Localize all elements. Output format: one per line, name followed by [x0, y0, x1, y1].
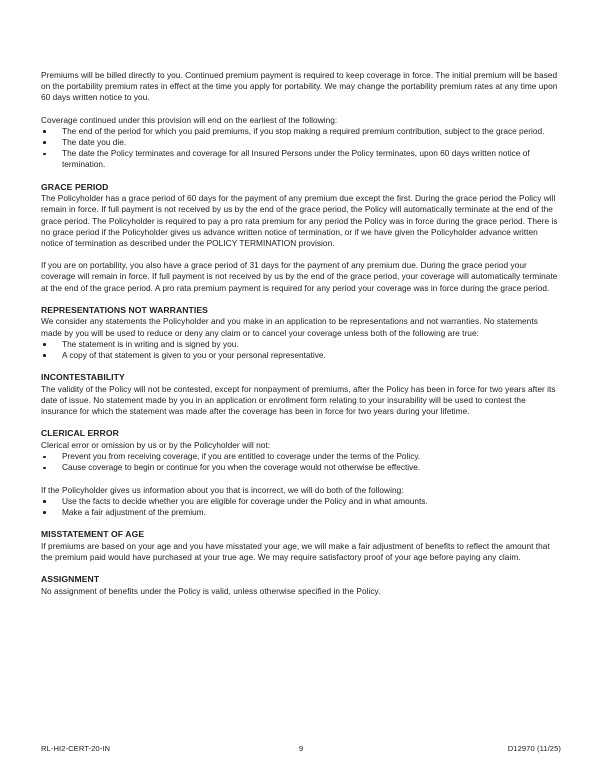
bullet-icon — [43, 511, 46, 514]
section-clerical-error — [41, 428, 561, 518]
section-paragraph: If the Policyholder gives us information about you that is incorrect, we will do both of the following: — [41, 484, 404, 495]
list-item-text: Use the facts to decide whether you are eligible for coverage under the Policy and in what amounts. — [62, 495, 428, 506]
bullet-icon — [43, 467, 46, 470]
list-item-text: The date you die. — [62, 137, 127, 148]
list-item-text: A copy of that statement is given to you or your personal representative. — [62, 350, 326, 361]
list-item — [41, 126, 561, 137]
footer-edition-code: D12970 (11/25) — [507, 744, 561, 753]
list-item-text: Cause coverage to begin or continue for you when the coverage would not otherwise be effective. — [62, 462, 421, 473]
intro-bullet-list — [41, 126, 561, 171]
list-item-text: The end of the period for which you paid premiums, if you stop making a required premium contribution, subject to the grace period. — [62, 125, 545, 136]
bullet-icon — [43, 354, 46, 357]
section-paragraph: The validity of the Policy will not be contested, except for nonpayment of premiums, after the Policy has been in force for two years after its date of issue. No statement made by you in an application or enrollment form relating to your insurability will be used to contest the insurance for which the statement was made after the coverage has been in force for two years during your lifetime. — [41, 383, 556, 417]
section-grace-period — [41, 182, 561, 294]
list-item — [41, 350, 561, 361]
intro-paragraph-2: Coverage continued under this provision will end on the earliest of the following: — [41, 114, 338, 125]
clerical-error-bullet-list-2 — [41, 496, 561, 518]
bullet-icon — [43, 500, 46, 503]
bullet-icon — [43, 343, 46, 346]
list-item — [41, 451, 561, 462]
representations-bullet-list — [41, 339, 561, 361]
bullet-icon — [43, 130, 46, 133]
section-paragraph: If you are on portability, you also have a grace period of 31 days for the payment of any premium due. During the grace period your coverage will remain in force. If full payment is not received by us by the end of the grace period, your coverage will automatically terminate at the end of the grace period. A pro rata premium payment is required for any period your coverage was in force during the grace period. — [41, 260, 558, 293]
section-paragraph: The Policyholder has a grace period of 60 days for the payment of any premium due except the first. During the grace period the Policy will remain in force. If full payment is not received by us by the end of the grace period, the Policy will automatically terminate at the end of the grace period. The Policyholder is required to pay a pro rata premium for any period the Policy was in force during the grace period. There is no grace period if the Policyholder gives us advance written notice of termination, or if we have given the Policyholder advance written notice of termination as described under the POLICY TERMINATION provision. — [41, 193, 558, 249]
list-item-text: Prevent you from receiving coverage, if you are entitled to coverage under the terms of the Policy. — [62, 451, 421, 462]
bullet-icon — [43, 456, 46, 459]
bullet-icon — [43, 141, 46, 144]
paragraph-spacer — [41, 474, 561, 485]
section-representations-not-warranties — [41, 305, 561, 361]
intro-paragraph-1: Premiums will be billed directly to you. Continued premium payment is required to keep coverage in force. The initial premium will be based on the portability premium rates in effect at the time you apply for portability. We may change the portability premium rates at any time upon 60 days written notice to you. — [41, 70, 558, 103]
section-paragraph: No assignment of benefits under the Policy is valid, unless otherwise specified in the Policy. — [41, 585, 381, 596]
list-item — [41, 137, 561, 148]
list-item — [41, 462, 561, 473]
section-paragraph: Clerical error or omission by us or by the Policyholder will not: — [41, 440, 271, 451]
list-item — [41, 507, 561, 518]
footer-page-number: 9 — [298, 744, 304, 753]
list-item-text: The date the Policy terminates and coverage for all Insured Persons under the Policy terminates, upon 60 days written notice of termination. — [62, 148, 530, 170]
section-paragraph: If premiums are based on your age and you have misstated your age, we will make a fair adjustment of benefits to reflect the amount that the premium paid would have purchased at your true age. We may require satisfactory proof of your age before paying any claim. — [41, 540, 550, 563]
section-paragraph: We consider any statements the Policyholder and you make in an application to be representations and not warranties. No statements made by you will be used to reduce or deny any claim or to cancel your coverage unless both of the following are true: — [41, 316, 538, 338]
section-heading: CLERICAL ERROR — [41, 428, 119, 439]
intro-section — [41, 70, 561, 171]
bullet-icon — [43, 153, 46, 156]
section-heading: GRACE PERIOD — [41, 181, 109, 192]
list-item-text: Make a fair adjustment of the premium. — [62, 507, 206, 518]
section-heading: MISSTATEMENT OF AGE — [41, 529, 145, 540]
page-footer — [41, 742, 561, 756]
section-assignment — [41, 574, 561, 597]
document-body — [41, 70, 561, 608]
section-incontestability — [41, 372, 561, 417]
section-heading: REPRESENTATIONS NOT WARRANTIES — [41, 304, 208, 315]
section-heading: ASSIGNMENT — [41, 574, 100, 585]
list-item — [41, 496, 561, 507]
list-item-text: The statement is in writing and is signed by you. — [62, 338, 239, 349]
section-heading: INCONTESTABILITY — [41, 372, 125, 383]
list-item — [41, 148, 561, 170]
clerical-error-bullet-list-1 — [41, 451, 561, 473]
section-misstatement-of-age — [41, 529, 561, 563]
footer-form-number: RL-HI2-CERT-20-IN — [41, 744, 111, 753]
list-item — [41, 339, 561, 350]
